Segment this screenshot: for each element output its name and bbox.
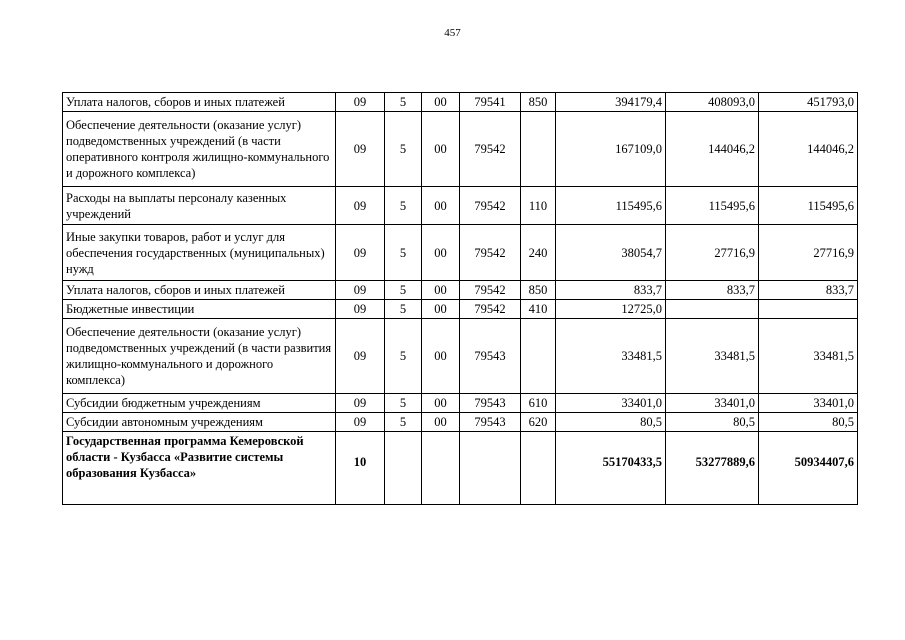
subprogram-code-cell <box>385 432 422 505</box>
program-code-cell: 10 <box>336 432 385 505</box>
program-code-cell: 09 <box>336 319 385 394</box>
direction-code-cell: 79542 <box>460 281 521 300</box>
amount-2-cell: 144046,2 <box>666 112 759 187</box>
amount-3-cell: 27716,9 <box>759 225 858 281</box>
amount-1-cell: 833,7 <box>556 281 666 300</box>
subprogram-code-cell: 5 <box>385 413 422 432</box>
amount-2-cell: 115495,6 <box>666 187 759 225</box>
code-cell: 00 <box>422 187 460 225</box>
row-name: Бюджетные инвестиции <box>63 300 336 319</box>
direction-code-cell: 79542 <box>460 300 521 319</box>
code-cell: 00 <box>422 225 460 281</box>
amount-3-cell: 833,7 <box>759 281 858 300</box>
expense-type-cell: 110 <box>521 187 556 225</box>
table-row <box>63 112 858 187</box>
amount-2-cell: 33481,5 <box>666 319 759 394</box>
amount-3-cell <box>759 300 858 319</box>
row-name: Обеспечение деятельности (оказание услуг) подведомственных учреждений (в части оперативного контроля жилищно-коммунального и дорожного комплекса) <box>63 112 336 187</box>
row-name: Субсидии автономным учреждениям <box>63 413 336 432</box>
amount-3-cell: 115495,6 <box>759 187 858 225</box>
amount-2-cell: 27716,9 <box>666 225 759 281</box>
table-row <box>63 413 858 432</box>
amount-1-cell: 80,5 <box>556 413 666 432</box>
amount-1-cell: 38054,7 <box>556 225 666 281</box>
code-cell: 00 <box>422 112 460 187</box>
amount-1-cell: 115495,6 <box>556 187 666 225</box>
expense-type-cell: 410 <box>521 300 556 319</box>
table-row <box>63 281 858 300</box>
code-cell: 00 <box>422 319 460 394</box>
budget-table <box>62 92 858 505</box>
direction-code-cell <box>460 432 521 505</box>
code-cell: 00 <box>422 93 460 112</box>
table-row <box>63 319 858 394</box>
direction-code-cell: 79541 <box>460 93 521 112</box>
amount-1-cell: 394179,4 <box>556 93 666 112</box>
table-row <box>63 394 858 413</box>
expense-type-cell <box>521 432 556 505</box>
code-cell: 00 <box>422 413 460 432</box>
program-code-cell: 09 <box>336 93 385 112</box>
amount-1-cell: 12725,0 <box>556 300 666 319</box>
expense-type-cell: 850 <box>521 93 556 112</box>
expense-type-cell <box>521 319 556 394</box>
amount-1-cell: 167109,0 <box>556 112 666 187</box>
direction-code-cell: 79543 <box>460 413 521 432</box>
subprogram-code-cell: 5 <box>385 225 422 281</box>
amount-3-cell: 50934407,6 <box>759 432 858 505</box>
code-cell: 00 <box>422 281 460 300</box>
amount-1-cell: 55170433,5 <box>556 432 666 505</box>
amount-1-cell: 33401,0 <box>556 394 666 413</box>
expense-type-cell: 240 <box>521 225 556 281</box>
program-code-cell: 09 <box>336 394 385 413</box>
row-name: Расходы на выплаты персоналу казенных учреждений <box>63 187 336 225</box>
code-cell: 00 <box>422 394 460 413</box>
code-cell: 00 <box>422 300 460 319</box>
program-code-cell: 09 <box>336 300 385 319</box>
page-number: 457 <box>444 27 461 39</box>
row-name: Субсидии бюджетным учреждениям <box>63 394 336 413</box>
amount-3-cell: 144046,2 <box>759 112 858 187</box>
direction-code-cell: 79542 <box>460 112 521 187</box>
program-code-cell: 09 <box>336 225 385 281</box>
expense-type-cell: 620 <box>521 413 556 432</box>
amount-1-cell: 33481,5 <box>556 319 666 394</box>
table-row <box>63 225 858 281</box>
table-row <box>63 432 858 505</box>
expense-type-cell <box>521 112 556 187</box>
row-name: Уплата налогов, сборов и иных платежей <box>63 93 336 112</box>
amount-2-cell: 408093,0 <box>666 93 759 112</box>
subprogram-code-cell: 5 <box>385 300 422 319</box>
expense-type-cell: 850 <box>521 281 556 300</box>
subprogram-code-cell: 5 <box>385 112 422 187</box>
program-code-cell: 09 <box>336 112 385 187</box>
subprogram-code-cell: 5 <box>385 319 422 394</box>
row-name: Обеспечение деятельности (оказание услуг) подведомственных учреждений (в части развития жилищно-коммунального и дорожного комплекса) <box>63 319 336 394</box>
subprogram-code-cell: 5 <box>385 281 422 300</box>
direction-code-cell: 79542 <box>460 225 521 281</box>
program-code-cell: 09 <box>336 187 385 225</box>
amount-2-cell <box>666 300 759 319</box>
amount-2-cell: 33401,0 <box>666 394 759 413</box>
row-name: Иные закупки товаров, работ и услуг для обеспечения государственных (муниципальных) нужд <box>63 225 336 281</box>
amount-3-cell: 33481,5 <box>759 319 858 394</box>
direction-code-cell: 79543 <box>460 394 521 413</box>
amount-2-cell: 80,5 <box>666 413 759 432</box>
amount-3-cell: 80,5 <box>759 413 858 432</box>
table-row <box>63 300 858 319</box>
code-cell <box>422 432 460 505</box>
subprogram-code-cell: 5 <box>385 394 422 413</box>
table-row <box>63 93 858 112</box>
row-name: Государственная программа Кемеровской области - Кузбасса «Развитие системы образования Кузбасса» <box>63 432 336 505</box>
direction-code-cell: 79542 <box>460 187 521 225</box>
amount-3-cell: 451793,0 <box>759 93 858 112</box>
program-code-cell: 09 <box>336 281 385 300</box>
amount-2-cell: 53277889,6 <box>666 432 759 505</box>
direction-code-cell: 79543 <box>460 319 521 394</box>
amount-3-cell: 33401,0 <box>759 394 858 413</box>
program-code-cell: 09 <box>336 413 385 432</box>
subprogram-code-cell: 5 <box>385 187 422 225</box>
subprogram-code-cell: 5 <box>385 93 422 112</box>
amount-2-cell: 833,7 <box>666 281 759 300</box>
expense-type-cell: 610 <box>521 394 556 413</box>
table-row <box>63 187 858 225</box>
row-name: Уплата налогов, сборов и иных платежей <box>63 281 336 300</box>
